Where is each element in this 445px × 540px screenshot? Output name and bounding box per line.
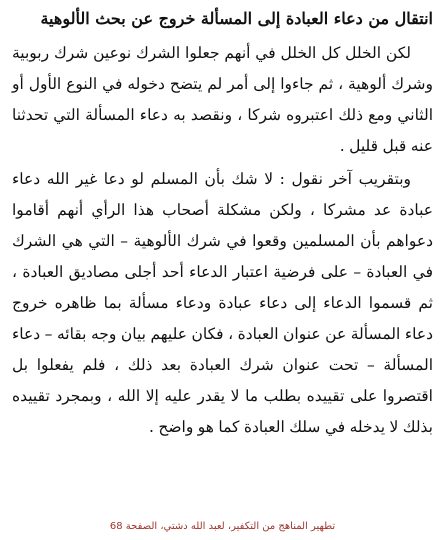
source-footer: تطهير المناهج من التكفير، لعبد الله دشتي، الصفحة 68 <box>109 521 336 532</box>
paragraph-1: لكن الخلل كل الخلل في أنهم جعلوا الشرك نوعين شرك ربوبية وشرك ألوهية ، ثم جاءوا إلى أمر لم يتضح دخوله في النوع الأول أو الثاني ومع ذلك اعتبروه شركا ، ونقصد به دعاء المسألة التي تحدثنا عنه قبل قليل . <box>12 44 433 155</box>
section-heading: انتقال من دعاء العبادة إلى المسألة خروج عن بحث الألوهية <box>40 9 433 28</box>
paragraph-2: وبتقريب آخر نقول : لا شك بأن المسلم لو دعا غير الله دعاء عبادة عد مشركا ، ولكن مشكلة أصحاب هذا الرأي أنهم أقاموا دعواهم بأن المسلمين وقعوا في شرك الألوهية – التي هي الشرك في العبادة – على فرضية اعتبار الدعاء أحد أجلى مصاديق العبادة ، ثم قسموا الدعاء إلى دعاء عبادة ودعاء مسألة بما ظاهره خروج دعاء المسألة عن عنوان العبادة ، فكان عليهم بيان وجه بقائه – دعاء المسألة – تحت عنوان شرك العبادة بعد ذلك ، فلم يفعلوا بل اقتصروا على تقييده بطلب ما لا يقدر عليه إلا الله ، وبمجرد تقييده بذلك لا يدخله في سلك العبادة كما هو واضح . <box>12 170 433 436</box>
